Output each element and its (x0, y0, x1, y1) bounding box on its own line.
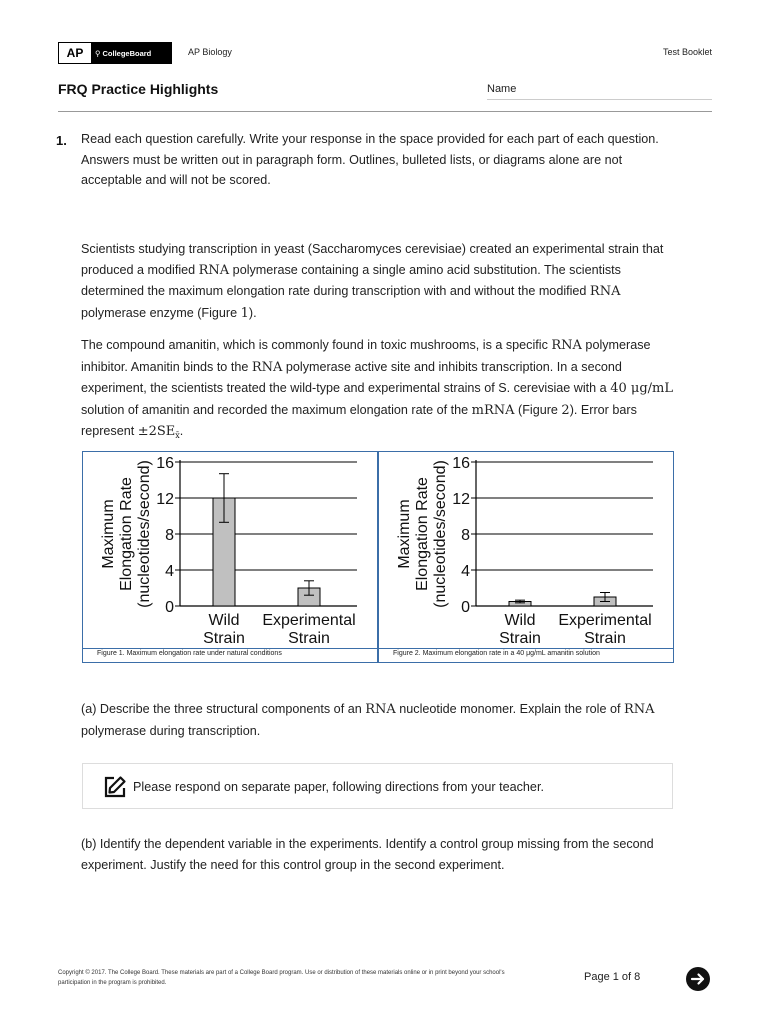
page-header (58, 42, 712, 64)
y-tick-label: 0 (461, 599, 470, 616)
y-tick-label: 8 (165, 527, 174, 544)
y-tick-label: 4 (165, 563, 174, 580)
y-axis-label: Maximum (100, 499, 117, 569)
figure-2-chart (379, 452, 673, 648)
response-box[interactable] (82, 763, 673, 809)
college-board-label: CollegeBoard (102, 48, 152, 58)
arrow-right-icon (690, 971, 706, 987)
caption-divider (83, 648, 673, 649)
text-run: nucleotide monomer. Explain the role of (395, 702, 624, 716)
y-tick-label: 16 (452, 455, 470, 472)
course-name: AP Biology (188, 47, 232, 57)
name-field-line (487, 99, 712, 100)
stimulus-paragraph-2 (81, 335, 673, 447)
x-tick-label: Strain (288, 630, 330, 647)
y-tick-label: 12 (156, 491, 174, 508)
college-board-logo-text (91, 43, 171, 63)
math-rna: RNA (623, 702, 655, 717)
acorn-icon: ⚲ (95, 48, 101, 58)
booklet-label: Test Booklet (662, 47, 712, 57)
x-tick-label: Wild (504, 612, 536, 629)
math-rna: RNA (365, 702, 396, 717)
y-axis-label: Elongation Rate (414, 477, 431, 591)
part-a-prompt (81, 699, 673, 741)
math-rna: RNA (251, 359, 283, 375)
ap-logo-text: AP (59, 43, 91, 63)
math-rna: RNA (551, 338, 582, 353)
header-divider (58, 111, 712, 112)
x-tick-label: Experimental (262, 612, 356, 629)
page-title: FRQ Practice Highlights (58, 81, 219, 97)
y-tick-label: 4 (461, 563, 470, 580)
math-rna: RNA (198, 262, 230, 278)
y-tick-label: 16 (156, 455, 174, 472)
math-error-subscript: x̄ (175, 431, 180, 441)
text-run: (Figure (514, 402, 562, 417)
text-run: polymerase enzyme (Figure (81, 305, 241, 320)
question-number: 1. (56, 133, 67, 148)
text-run: polymerase active site and inhibits transcription. In a second experiment, the scientists treated the wild-type and experimental strains of S. cerevisiae with a (81, 359, 622, 396)
text-run: . (179, 424, 184, 439)
stimulus-paragraph-1 (81, 239, 673, 324)
question-instructions: Read each question carefully. Write your response in the space provided for each part of each question. Answers must be written out in paragraph form. Outlines, bulleted lists, or diagrams alone are not acceptable and will not be scored. (81, 132, 659, 188)
text-run: polymerase inhibitor. Amanitin binds to the (81, 338, 651, 374)
y-axis-label: (nucleotides/second) (136, 460, 153, 608)
figure-1-chart (83, 452, 377, 648)
copyright-notice: Copyright © 2017. The College Board. These materials are part of a College Board program. Use or distribution of these materials online or in print beyond your school's participation in the program is prohibited. (58, 970, 505, 986)
x-tick-label: Strain (499, 630, 541, 647)
text-run: (a) Describe the three structural components of an (81, 702, 366, 716)
ap-college-board-logo (58, 42, 172, 64)
math-figure-number: 2 (561, 402, 570, 418)
name-label: Name (487, 83, 517, 95)
text-run: polymerase during transcription. (81, 723, 261, 738)
x-tick-label: Experimental (558, 612, 652, 629)
response-instructions: Please respond on separate paper, following directions from your teacher. (133, 780, 544, 794)
text-run: Scientists studying transcription in yeast (Saccharomyces cerevisiae) created an experimental strain that produced a modified (81, 242, 664, 277)
math-error-term: ±2SE (137, 424, 176, 440)
figures-container (82, 451, 674, 663)
y-tick-label: 0 (165, 599, 174, 616)
y-axis-label: Maximum (396, 499, 413, 569)
edit-icon (103, 775, 127, 799)
x-tick-label: Strain (584, 630, 626, 647)
y-axis-label: Elongation Rate (118, 477, 135, 591)
x-tick-label: Strain (203, 630, 245, 647)
page-number: Page 1 of 8 (584, 971, 641, 983)
text-run: polymerase containing a single amino acid substitution. The scientists determined the maximum elongation rate during transcription with and without the modified (81, 262, 621, 299)
text-run: solution of amanitin and recorded the maximum elongation rate of the (81, 402, 472, 417)
figure-1-caption: Figure 1. Maximum elongation rate under natural conditions (97, 650, 282, 657)
y-axis-label: (nucleotides/second) (432, 460, 449, 608)
y-tick-label: 8 (461, 527, 470, 544)
text-run: ). Error bars represent (81, 402, 637, 439)
math-figure-number: 1 (240, 305, 249, 321)
y-tick-label: 12 (452, 491, 470, 508)
x-tick-label: Wild (208, 612, 240, 629)
math-mrna: mRNA (471, 402, 515, 418)
math-rna: RNA (589, 284, 621, 300)
text-run: ). (248, 305, 257, 320)
text-run: The compound amanitin, which is commonly found in toxic mushrooms, is a specific (81, 338, 552, 352)
math-concentration: 40 μg/mL (610, 381, 673, 397)
figure-2-caption: Figure 2. Maximum elongation rate in a 40 μg/mL amanitin solution (393, 650, 600, 657)
part-b-prompt: (b) Identify the dependent variable in the experiments. Identify a control group missing from the second experiment. Justify the need for this control group in the second experiment. (81, 837, 654, 872)
next-page-button[interactable] (686, 967, 710, 991)
